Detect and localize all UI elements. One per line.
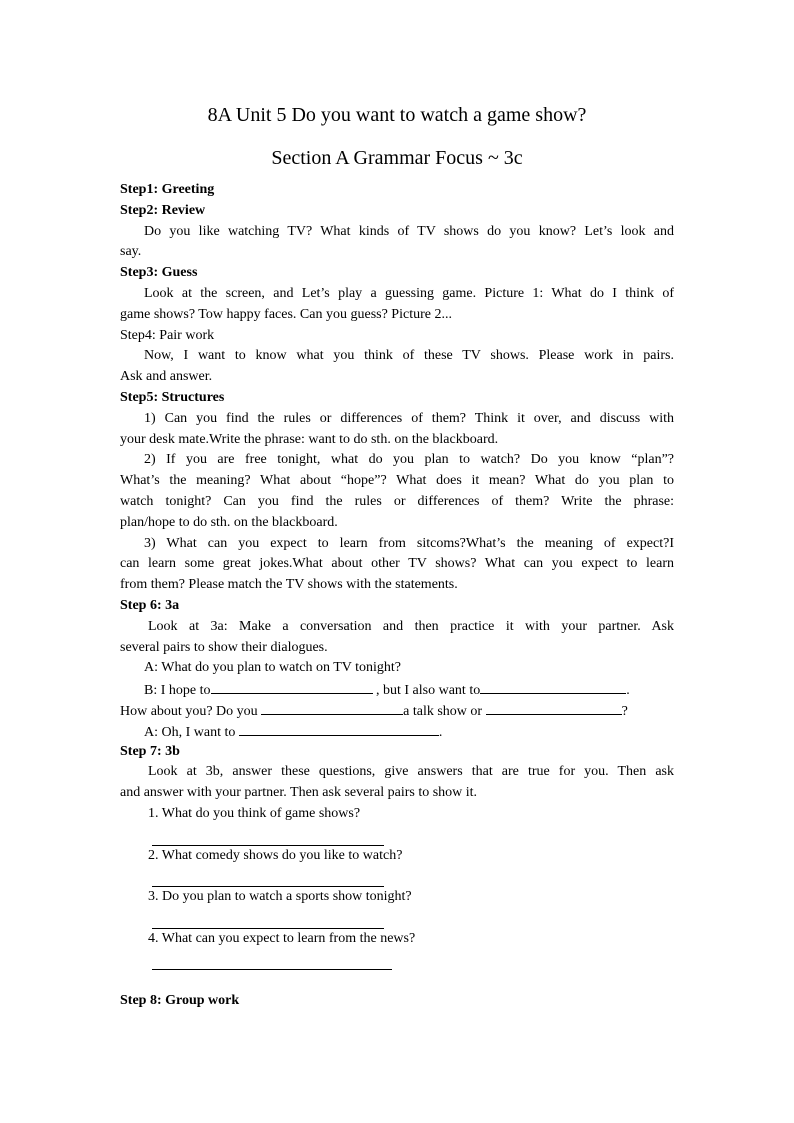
- step5-text: What’s the meaning? What about “hope”? What does it mean? What do you plan to: [120, 473, 674, 489]
- dialogue-text: A: Oh, I want to: [144, 724, 239, 740]
- step7-text: Look at 3b, answer these questions, give answers that are true for you. Then ask: [148, 764, 674, 780]
- answer-line-1[interactable]: [152, 825, 384, 846]
- step6-text: several pairs to show their dialogues.: [120, 639, 328, 655]
- page-title: 8A Unit 5 Do you want to watch a game show?: [207, 104, 587, 126]
- dialogue-text: , but I also want to: [372, 683, 481, 699]
- answer-line-4[interactable]: [152, 949, 392, 970]
- question-1: 1. What do you think of game shows?: [148, 805, 361, 821]
- step5-text: can learn some great jokes.What about other TV shows? What can you expect to learn: [120, 556, 674, 572]
- dialogue-line: [120, 700, 674, 721]
- step6-heading: Step 6: 3a: [120, 597, 180, 613]
- step3-text: game shows? Tow happy faces. Can you guess? Picture 2...: [120, 306, 452, 322]
- step3-heading: Step3: Guess: [120, 265, 198, 281]
- step3-text: Look at the screen, and Let’s play a guessing game. Picture 1: What do I think of: [144, 285, 674, 301]
- dialogue-text: B: I hope to: [144, 683, 211, 699]
- answer-line-2[interactable]: [152, 866, 384, 887]
- answer-blank[interactable]: [480, 679, 626, 694]
- step2-text: say.: [120, 244, 142, 260]
- dialogue-line: [120, 679, 674, 700]
- step4-heading: Step4: Pair work: [120, 327, 215, 343]
- answer-blank[interactable]: [261, 700, 403, 715]
- answer-blank[interactable]: [211, 679, 373, 694]
- dialogue-text: ?: [621, 703, 628, 719]
- step7-heading: Step 7: 3b: [120, 743, 180, 759]
- page-subtitle: Section A Grammar Focus ~ 3c: [271, 147, 523, 169]
- answer-blank[interactable]: [239, 721, 439, 736]
- step5-text: 3) What can you expect to learn from sitcoms?What’s the meaning of expect?I: [144, 535, 674, 551]
- step5-text: 2) If you are free tonight, what do you plan to watch? Do you know “plan”?: [144, 452, 674, 468]
- spacer: [120, 970, 674, 991]
- dialogue-text: How about you? Do you: [120, 703, 262, 719]
- step5-text: your desk mate.Write the phrase: want to do sth. on the blackboard.: [120, 431, 499, 447]
- dialogue-line: [120, 721, 674, 742]
- step2-heading: Step2: Review: [120, 202, 206, 218]
- dialogue-text: .: [438, 724, 443, 740]
- step5-text: from them? Please match the TV shows with the statements.: [120, 577, 458, 593]
- dialogue-text: a talk show or: [403, 703, 486, 719]
- question-4: 4. What can you expect to learn from the news?: [148, 930, 416, 946]
- step4-text: Now, I want to know what you think of these TV shows. Please work in pairs.: [144, 348, 674, 364]
- step2-text: Do you like watching TV? What kinds of TV shows do you know? Let’s look and: [144, 223, 674, 239]
- dialogue-line: A: What do you plan to watch on TV tonight?: [144, 660, 402, 676]
- question-3: 3. Do you plan to watch a sports show tonight?: [148, 889, 412, 905]
- step8-heading: Step 8: Group work: [120, 993, 240, 1009]
- step6-text: Look at 3a: Make a conversation and then practice it with your partner. Ask: [148, 618, 674, 634]
- step1-heading: Step1: Greeting: [120, 182, 215, 197]
- step5-heading: Step5: Structures: [120, 389, 225, 405]
- step5-text: plan/hope to do sth. on the blackboard.: [120, 514, 338, 530]
- step7-text: and answer with your partner. Then ask several pairs to show it.: [120, 785, 478, 801]
- step4-text: Ask and answer.: [120, 369, 213, 385]
- question-2: 2. What comedy shows do you like to watch?: [148, 847, 403, 863]
- lesson-body: [120, 180, 674, 1012]
- step5-text: watch tonight? Can you find the rules or differences of them? Write the phrase:: [120, 493, 674, 509]
- answer-blank[interactable]: [486, 700, 622, 715]
- answer-line-3[interactable]: [152, 908, 384, 929]
- dialogue-text: .: [626, 683, 630, 699]
- step5-text: 1) Can you find the rules or differences of them? Think it over, and discuss with: [144, 410, 674, 426]
